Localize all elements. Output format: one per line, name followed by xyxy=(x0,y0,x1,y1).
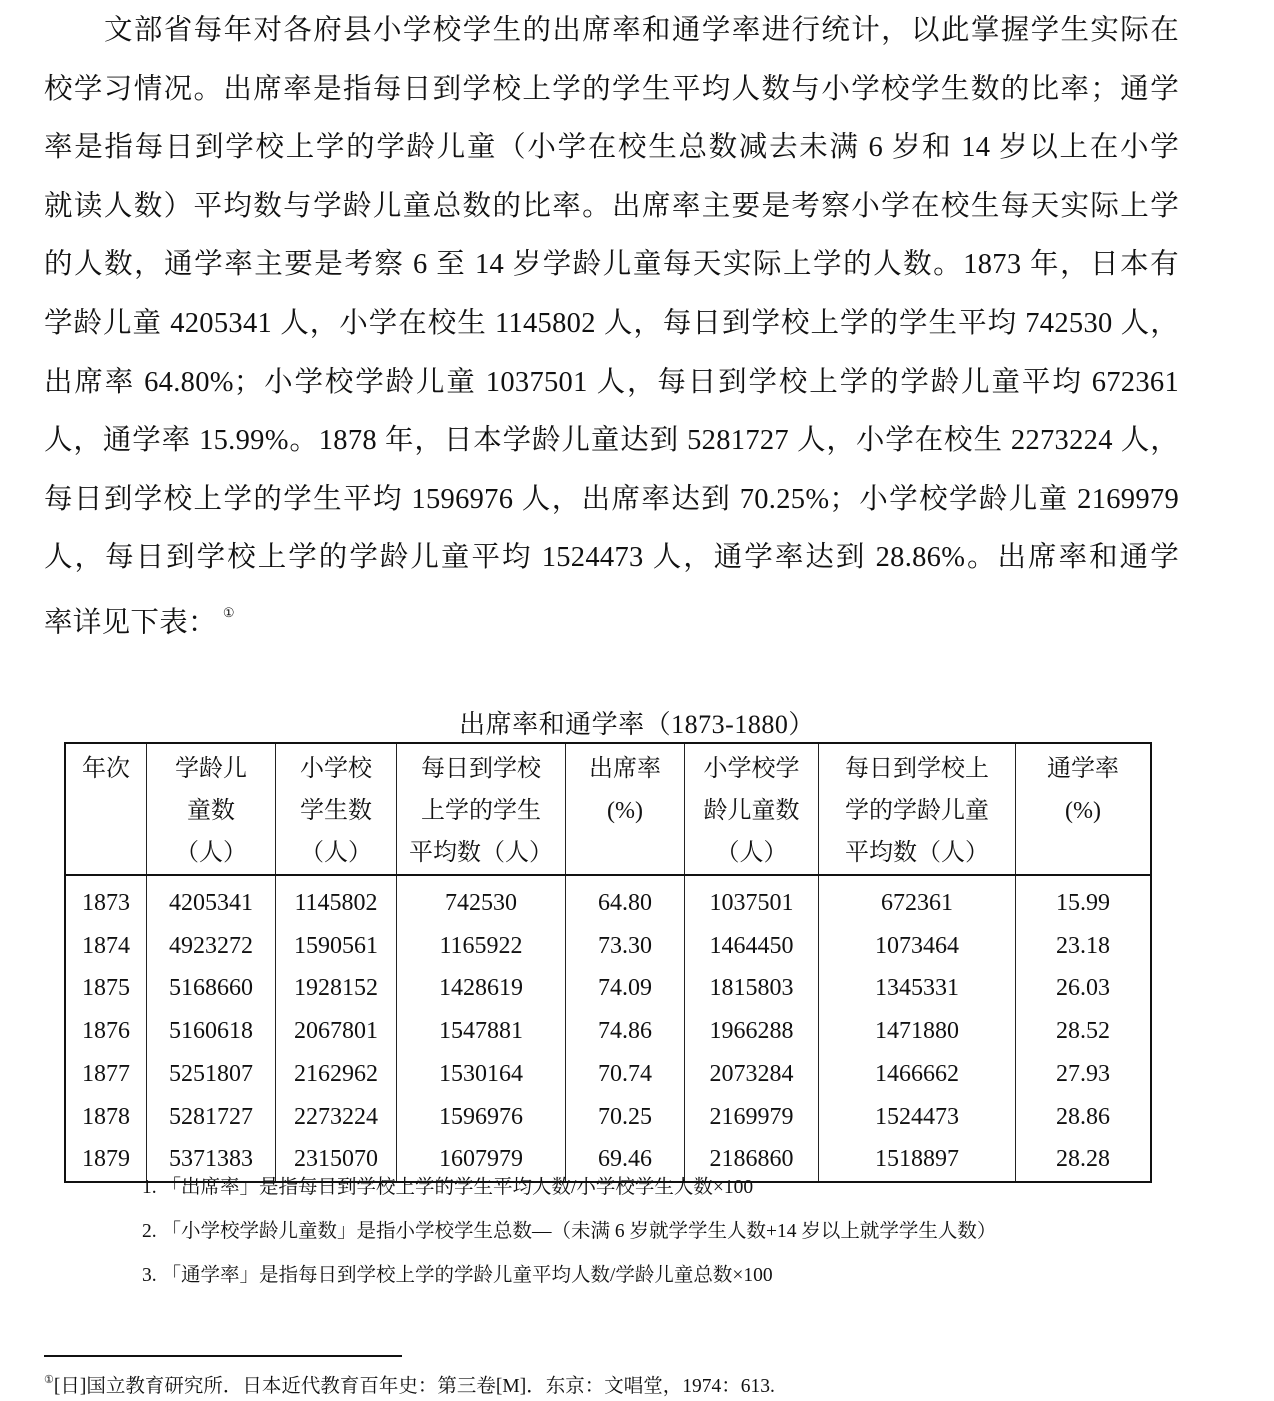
table-cell: 4923272 xyxy=(147,925,276,968)
table-row xyxy=(65,1053,1151,1096)
table-cell: 5371383 xyxy=(147,1138,276,1182)
footnote-text: [日]国立教育研究所．日本近代教育百年史：第三卷[M]．东京：文唱堂，1974：613. xyxy=(53,1376,775,1397)
paragraph-line: 学龄儿童 4205341 人，小学在校生 1145802 人，每日到学校上学的学生平均 742530 人， xyxy=(44,307,1179,339)
column-header-line: 上学的学生 xyxy=(421,798,541,824)
table-cell: 5281727 xyxy=(147,1096,276,1139)
column-header-line: （人） xyxy=(175,840,247,866)
attendance-table xyxy=(64,742,1152,1183)
table-cell: 1875 xyxy=(65,967,147,1010)
table-cell: 2067801 xyxy=(276,1010,397,1053)
table-cell: 1428619 xyxy=(397,967,566,1010)
table-cell: 1879 xyxy=(65,1138,147,1182)
paragraph-line: 人，每日到学校上学的学龄儿童平均 1524473 人，通学率达到 28.86%。出席率和通学 xyxy=(44,542,1179,574)
paragraph-line: 就读人数）平均数与学龄儿童总数的比率。出席率主要是考察小学在校生每天实际上学 xyxy=(44,190,1179,222)
column-header xyxy=(1016,743,1152,875)
table-cell: 28.86 xyxy=(1016,1096,1152,1139)
column-header-line: 童数 xyxy=(187,798,235,824)
table-cell: 64.80 xyxy=(566,875,685,925)
table-cell: 1165922 xyxy=(397,925,566,968)
table-cell: 1524473 xyxy=(819,1096,1016,1139)
table-cell: 1590561 xyxy=(276,925,397,968)
table-row xyxy=(65,925,1151,968)
column-header xyxy=(566,743,685,875)
table-cell: 1518897 xyxy=(819,1138,1016,1182)
table-cell: 1073464 xyxy=(819,925,1016,968)
table-cell: 70.74 xyxy=(566,1053,685,1096)
column-header-line: (%) xyxy=(1065,798,1101,824)
paragraph-line: 的人数，通学率主要是考察 6 至 14 岁学龄儿童每天实际上学的人数。1873 年，日本有 xyxy=(44,249,1179,281)
table-cell: 1876 xyxy=(65,1010,147,1053)
paragraph-line: 每日到学校上学的学生平均 1596976 人，出席率达到 70.25%；小学校学龄儿童 2169979 xyxy=(44,483,1179,515)
table-cell: 1928152 xyxy=(276,967,397,1010)
body-paragraph xyxy=(44,2,1179,653)
column-header-line: 通学率 xyxy=(1047,756,1119,782)
table-cell: 742530 xyxy=(397,875,566,925)
column-header-line: 平均数（人） xyxy=(845,840,989,866)
column-header-line: 小学校 xyxy=(300,756,372,782)
table-cell: 15.99 xyxy=(1016,875,1152,925)
paragraph-line: 校学习情况。出席率是指每日到学校上学的学生平均人数与小学校学生数的比率；通学 xyxy=(44,73,1179,105)
column-header-line: (%) xyxy=(607,798,643,824)
column-header-line: 学的学龄儿童 xyxy=(845,798,989,824)
table-header-row xyxy=(65,743,1151,875)
table-cell: 70.25 xyxy=(566,1096,685,1139)
paragraph-line: 率是指每日到学校上学的学龄儿童（小学在校生总数减去未满 6 岁和 14 岁以上在小学 xyxy=(44,132,1179,164)
table-note: 1. 「出席率」是指每日到学校上学的学生平均人数/小学校学生人数×100 xyxy=(142,1177,754,1198)
table-cell: 1037501 xyxy=(685,875,819,925)
paragraph-line xyxy=(44,588,1179,653)
table-row xyxy=(65,875,1151,925)
table-cell: 69.46 xyxy=(566,1138,685,1182)
column-header-line: 龄儿童数 xyxy=(703,798,800,824)
column-header-line: 小学校学 xyxy=(703,756,800,782)
table-cell: 1874 xyxy=(65,925,147,968)
table-cell: 28.52 xyxy=(1016,1010,1152,1053)
table-cell: 1466662 xyxy=(819,1053,1016,1096)
table-cell: 5168660 xyxy=(147,967,276,1010)
column-header-line: 每日到学校上 xyxy=(845,756,989,782)
table-cell: 672361 xyxy=(819,875,1016,925)
table-cell: 2169979 xyxy=(685,1096,819,1139)
table-row xyxy=(65,1010,1151,1053)
footnote-divider xyxy=(44,1355,402,1357)
column-header xyxy=(147,743,276,875)
table-cell: 1815803 xyxy=(685,967,819,1010)
table-cell: 28.28 xyxy=(1016,1138,1152,1182)
footnote-reference[interactable]: ① xyxy=(222,604,235,620)
table-cell: 2273224 xyxy=(276,1096,397,1139)
column-header-line: （人） xyxy=(300,840,372,866)
table-note: 3. 「通学率」是指每日到学校上学的学龄儿童平均人数/学龄儿童总数×100 xyxy=(142,1265,773,1286)
table-cell: 73.30 xyxy=(566,925,685,968)
paragraph-last-text: 率详见下表： xyxy=(44,607,217,639)
table-notes xyxy=(142,1172,996,1304)
table-cell: 2162962 xyxy=(276,1053,397,1096)
table-cell: 1530164 xyxy=(397,1053,566,1096)
table-cell: 1145802 xyxy=(276,875,397,925)
table-cell: 23.18 xyxy=(1016,925,1152,968)
column-header-line: 出席率 xyxy=(589,756,661,782)
table-cell: 74.09 xyxy=(566,967,685,1010)
table-row xyxy=(65,1096,1151,1139)
table-cell: 74.86 xyxy=(566,1010,685,1053)
paragraph-line: 文部省每年对各府县小学校学生的出席率和通学率进行统计，以此掌握学生实际在 xyxy=(104,15,1179,46)
table-cell: 2186860 xyxy=(685,1138,819,1182)
table-cell: 1873 xyxy=(65,875,147,925)
paragraph-line: 人，通学率 15.99%。1878 年，日本学龄儿童达到 5281727 人，小学在校生 2273224 人， xyxy=(44,425,1179,457)
table-cell: 1464450 xyxy=(685,925,819,968)
column-header xyxy=(65,743,147,875)
table-cell: 27.93 xyxy=(1016,1053,1152,1096)
table-cell: 4205341 xyxy=(147,875,276,925)
table-body xyxy=(65,875,1151,1182)
table-note: 2. 「小学校学龄儿童数」是指小学校学生总数—（未满 6 岁就学学生人数+14 岁以上就学学生人数） xyxy=(142,1221,997,1242)
paragraph-line: 出席率 64.80%；小学校学龄儿童 1037501 人，每日到学校上学的学龄儿童平均 672361 xyxy=(44,366,1179,398)
column-header-line: 平均数（人） xyxy=(409,840,553,866)
table-cell: 1966288 xyxy=(685,1010,819,1053)
footnote-marker: ① xyxy=(44,1373,54,1386)
column-header-line: 学生数 xyxy=(300,798,372,824)
table-title: 出席率和通学率（1873-1880） xyxy=(459,710,815,739)
table-cell: 1547881 xyxy=(397,1010,566,1053)
column-header-line: 每日到学校 xyxy=(421,756,541,782)
table-cell: 1877 xyxy=(65,1053,147,1096)
column-header xyxy=(819,743,1016,875)
table-cell: 5251807 xyxy=(147,1053,276,1096)
table-cell: 1607979 xyxy=(397,1138,566,1182)
table-cell: 26.03 xyxy=(1016,967,1152,1010)
table-row xyxy=(65,967,1151,1010)
footnote xyxy=(44,1370,775,1398)
column-header xyxy=(397,743,566,875)
table-cell: 1471880 xyxy=(819,1010,1016,1053)
table-cell: 1878 xyxy=(65,1096,147,1139)
table-cell: 1345331 xyxy=(819,967,1016,1010)
column-header-line: 年次 xyxy=(82,756,130,782)
table-cell: 5160618 xyxy=(147,1010,276,1053)
table-cell: 2073284 xyxy=(685,1053,819,1096)
column-header-line: （人） xyxy=(715,840,788,866)
table-cell: 1596976 xyxy=(397,1096,566,1139)
column-header xyxy=(276,743,397,875)
table-cell: 2315070 xyxy=(276,1138,397,1182)
column-header xyxy=(685,743,819,875)
column-header-line: 学龄儿 xyxy=(175,756,247,782)
